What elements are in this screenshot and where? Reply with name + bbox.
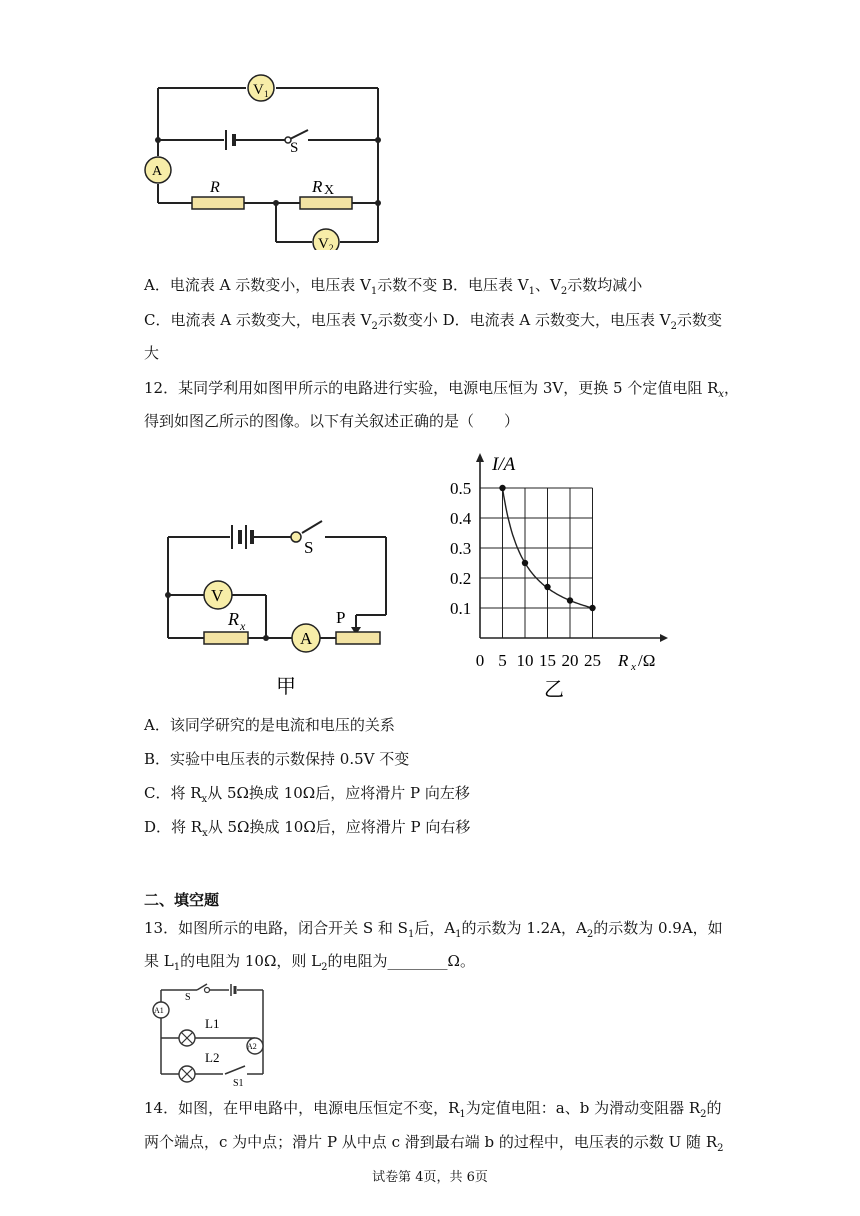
circuit-diagram-jia [150,505,410,700]
graph-yi [440,448,680,703]
y-tick-label: 0.1 [450,599,472,618]
circuit-diagram-q11 [140,70,400,250]
q12-option-c: C．将 $R_x$从 5Ω换成 10Ω后，应将滑片 P 向左移 [144,784,470,805]
v2-subscript: 2 [329,243,334,250]
y-tick-label: 0.4 [450,509,472,528]
q12-stem-line1: 12．某同学利用如图甲所示的电路进行实验，电源电压恒为 3V，更换 5 个定值电阻 $R_x$， [144,379,740,400]
y-tick-label: 0.5 [450,479,472,498]
q11-option-c-d: C．电流表 A 示数变大，电压表 $V_2$示数变小 D．电流表 A 示数变大，电压表 $V_2$示数变 [144,311,722,332]
x-tick-label: 5 [498,651,507,670]
resistor-r-label: R [210,179,220,196]
rx-label: R [228,609,239,629]
resistor-rx-label: R [312,177,323,196]
q13-l1-label: L1 [205,1016,220,1031]
rx-subscript: x [240,619,246,633]
q13-s1-label: S1 [233,1078,244,1088]
q13-stem-line2: 果 $L_1$的电阻为 10Ω，则 $L_2$的电阻为________Ω。 [144,952,475,973]
q12-option-b: B．实验中电压表的示数保持 0.5V 不变 [144,750,410,768]
x-axis-label: R [618,651,629,670]
figure-yi-caption: 乙 [544,679,564,701]
y-tick-label: 0.2 [450,569,472,588]
circuit-diagram-q13 [145,978,280,1088]
x-axis-label-subscript: x [631,661,636,673]
v1-label: V [253,82,264,98]
x-axis-unit: /Ω [638,651,656,670]
ammeter-a-label: A [300,629,313,648]
q14-stem-line2: 两个端点，c 为中点；滑片 P 从中点 c 滑到最右端 b 的过程中，电压表的示数 U 随 $R_2$ [144,1133,724,1154]
data-point [522,560,528,566]
v1-subscript: 1 [264,89,269,99]
q12-option-d: D．将 $R_x$从 5Ω换成 10Ω后，应将滑片 P 向右移 [144,818,471,839]
switch-s-label: S [304,538,314,557]
q13-switch-s-label: S [185,992,191,1003]
y-axis-label: I/A [492,454,516,475]
q11-option-a-b: A．电流表 A 示数变小，电压表 $V_1$示数不变 B．电压表 $V_1$、$V_2$示数均减小 [144,276,643,297]
q13-a1-label: A1 [154,1006,164,1015]
slider-p-label: P [336,608,346,627]
q12-option-a: A．该同学研究的是电流和电压的关系 [144,716,395,734]
ammeter-label: A [152,164,163,179]
q14-stem-line1: 14．如图，在甲电路中，电源电压恒定不变，$R_1$为定值电阻：a、b 为滑动变阻器 $R_2$的 [144,1099,722,1120]
data-point [544,584,550,590]
q13-stem-line1: 13．如图所示的电路，闭合开关 S 和 $S_1$后，$A_1$的示数为 1.2A，$A_2$的示数为 0.9A，如 [144,919,723,940]
section-heading: 二、填空题 [144,891,220,909]
x-tick-label: 20 [561,651,579,670]
x-tick-label: 15 [539,651,556,670]
data-point [567,597,573,603]
x-tick-label: 25 [584,651,601,670]
v2-label: V [318,236,329,250]
chart-grid [480,488,593,638]
switch-label: S [290,140,299,156]
q13-l2-label: L2 [205,1050,220,1065]
figure-jia-caption: 甲 [276,676,296,698]
x-tick-label: 10 [516,651,534,670]
q13-a2-label: A2 [247,1042,257,1051]
x-tick-label: 0 [475,651,485,670]
resistor-rx-subscript: X [324,183,335,198]
q11-option-d-continued: 大 [144,344,160,362]
data-point [499,485,505,491]
voltmeter-label: V [211,586,224,605]
data-point [589,605,595,611]
page-footer: 试卷第 4页，共 6页 [372,1170,488,1185]
q12-stem-line2: 得到如图乙所示的图像。以下有关叙述正确的是（ ） [144,412,520,430]
y-tick-label: 0.3 [450,539,472,558]
